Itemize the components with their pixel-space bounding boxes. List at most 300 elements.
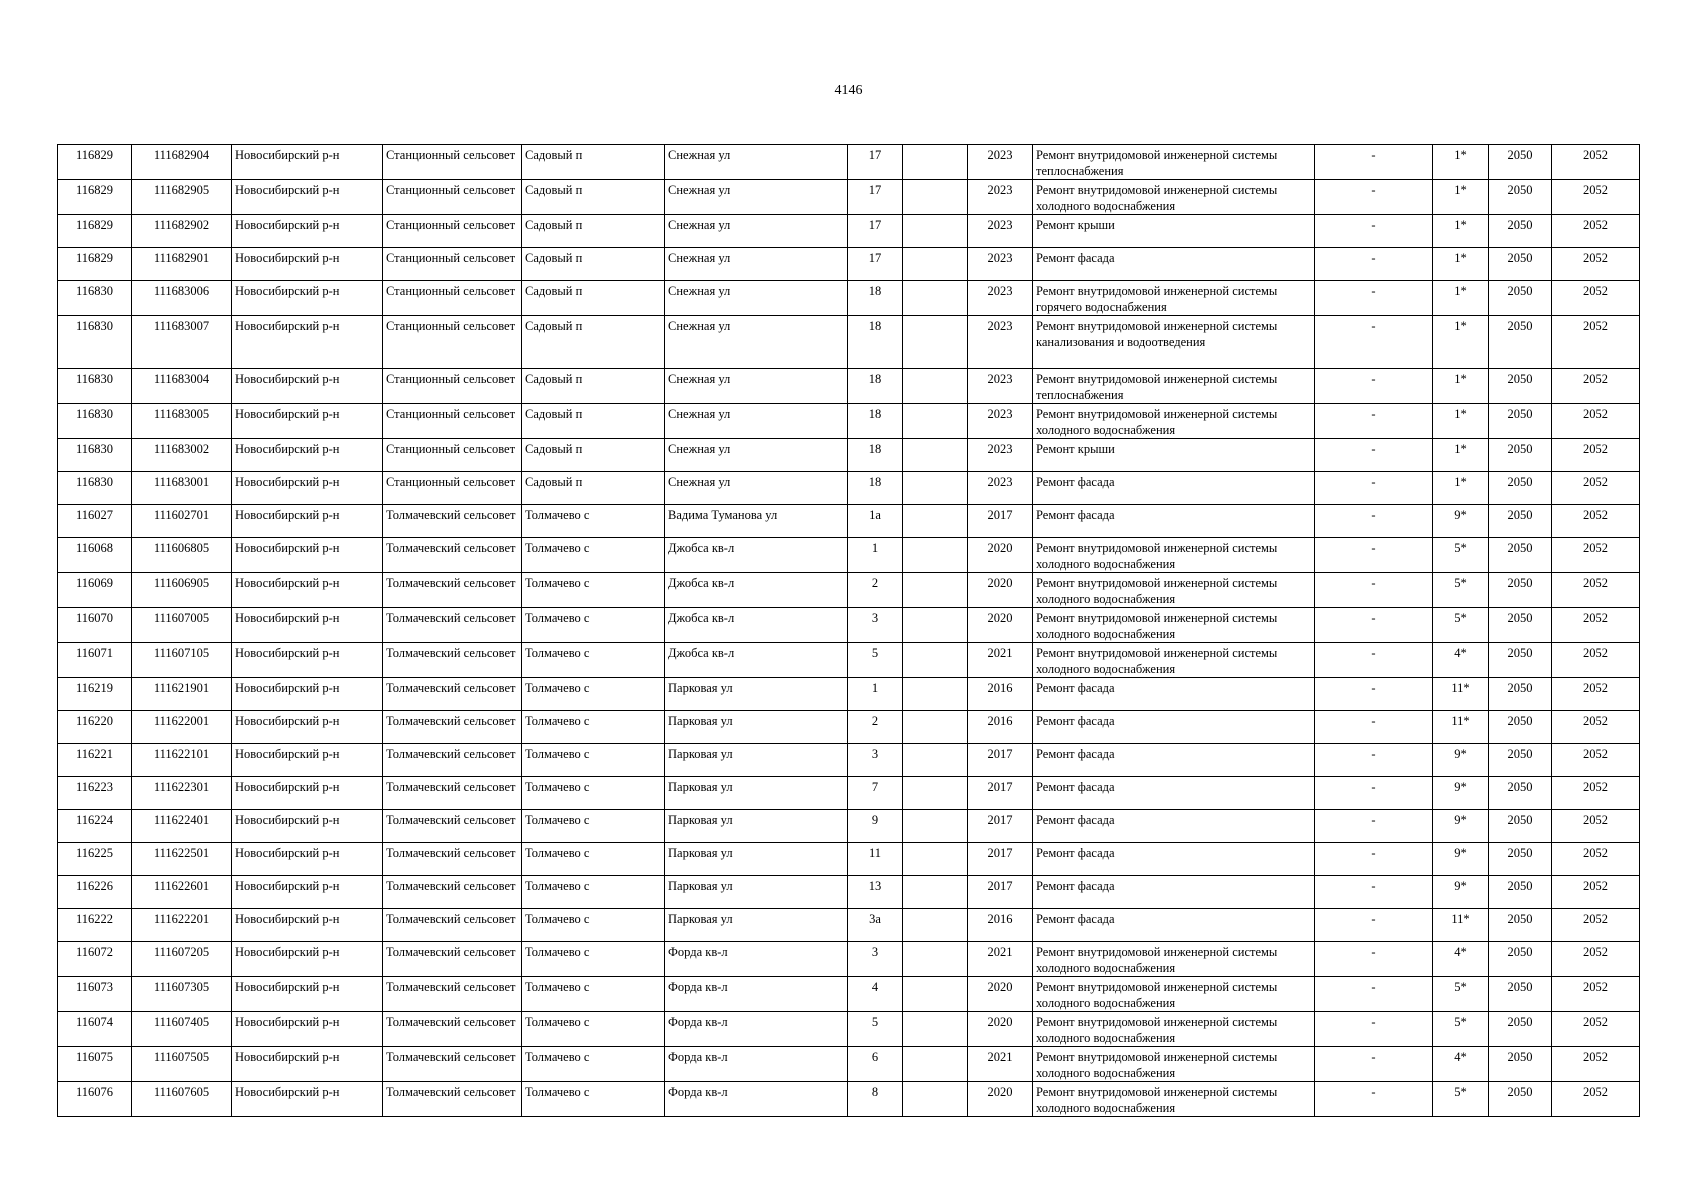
frequency-cell: 4* [1433,1047,1489,1082]
table-row [58,643,1640,678]
table-row [58,909,1640,942]
plan-year-cell: 2016 [968,711,1033,744]
period-start-cell: 2050 [1489,281,1552,316]
record-id-cell: 116830 [58,439,132,472]
plan-year-cell: 2017 [968,777,1033,810]
cost-cell: - [1315,744,1433,777]
record-id-cell: 116830 [58,472,132,505]
street-cell: Джобса кв-л [665,643,848,678]
period-end-cell: 2052 [1552,977,1640,1012]
cost-cell: - [1315,180,1433,215]
district-cell: Новосибирский р-н [232,316,383,369]
work-type-cell: Ремонт фасада [1033,505,1315,538]
frequency-cell: 1* [1433,180,1489,215]
record-id-cell: 116225 [58,843,132,876]
settlement-council-cell: Толмачевский сельсовет [383,505,522,538]
street-cell: Снежная ул [665,180,848,215]
cost-cell: - [1315,810,1433,843]
cost-cell: - [1315,843,1433,876]
period-end-cell: 2052 [1552,180,1640,215]
house-number-cell: 17 [848,215,903,248]
object-code-cell: 111607205 [132,942,232,977]
cost-cell: - [1315,1082,1433,1117]
plan-year-cell: 2020 [968,608,1033,643]
period-end-cell: 2052 [1552,777,1640,810]
house-number-cell: 2 [848,573,903,608]
period-end-cell: 2052 [1552,711,1640,744]
house-number-cell: 1 [848,538,903,573]
building-cell [903,777,968,810]
period-start-cell: 2050 [1489,180,1552,215]
district-cell: Новосибирский р-н [232,369,383,404]
house-number-cell: 9 [848,810,903,843]
plan-year-cell: 2023 [968,369,1033,404]
period-start-cell: 2050 [1489,909,1552,942]
record-id-cell: 116073 [58,977,132,1012]
house-number-cell: 7 [848,777,903,810]
street-cell: Форда кв-л [665,977,848,1012]
plan-year-cell: 2023 [968,248,1033,281]
period-end-cell: 2052 [1552,876,1640,909]
building-cell [903,1047,968,1082]
period-start-cell: 2050 [1489,316,1552,369]
table-row [58,316,1640,369]
district-cell: Новосибирский р-н [232,248,383,281]
period-start-cell: 2050 [1489,843,1552,876]
cost-cell: - [1315,643,1433,678]
frequency-cell: 9* [1433,777,1489,810]
building-cell [903,215,968,248]
record-id-cell: 116829 [58,180,132,215]
settlement-council-cell: Станционный сельсовет [383,215,522,248]
house-number-cell: 18 [848,439,903,472]
object-code-cell: 111683006 [132,281,232,316]
plan-year-cell: 2017 [968,744,1033,777]
locality-cell: Толмачево с [522,843,665,876]
record-id-cell: 116830 [58,404,132,439]
plan-year-cell: 2020 [968,538,1033,573]
record-id-cell: 116226 [58,876,132,909]
building-cell [903,248,968,281]
frequency-cell: 9* [1433,744,1489,777]
district-cell: Новосибирский р-н [232,608,383,643]
object-code-cell: 111607605 [132,1082,232,1117]
street-cell: Снежная ул [665,369,848,404]
object-code-cell: 111607105 [132,643,232,678]
record-id-cell: 116071 [58,643,132,678]
locality-cell: Толмачево с [522,876,665,909]
frequency-cell: 1* [1433,404,1489,439]
settlement-council-cell: Толмачевский сельсовет [383,876,522,909]
plan-year-cell: 2023 [968,180,1033,215]
district-cell: Новосибирский р-н [232,678,383,711]
table-row [58,678,1640,711]
object-code-cell: 111607505 [132,1047,232,1082]
settlement-council-cell: Толмачевский сельсовет [383,1082,522,1117]
plan-year-cell: 2020 [968,573,1033,608]
locality-cell: Толмачево с [522,810,665,843]
building-cell [903,369,968,404]
table-row [58,977,1640,1012]
frequency-cell: 5* [1433,608,1489,643]
work-type-cell: Ремонт фасада [1033,876,1315,909]
work-type-cell: Ремонт внутридомовой инженерной системы горячего водоснабжения [1033,281,1315,316]
district-cell: Новосибирский р-н [232,145,383,180]
plan-year-cell: 2023 [968,281,1033,316]
street-cell: Парковая ул [665,711,848,744]
building-cell [903,678,968,711]
house-number-cell: 18 [848,404,903,439]
record-id-cell: 116068 [58,538,132,573]
record-id-cell: 116070 [58,608,132,643]
street-cell: Парковая ул [665,876,848,909]
street-cell: Снежная ул [665,472,848,505]
cost-cell: - [1315,1012,1433,1047]
work-type-cell: Ремонт внутридомовой инженерной системы холодного водоснабжения [1033,1012,1315,1047]
page-number: 4146 [834,83,863,98]
period-start-cell: 2050 [1489,369,1552,404]
settlement-council-cell: Станционный сельсовет [383,145,522,180]
table-row [58,180,1640,215]
frequency-cell: 9* [1433,505,1489,538]
building-cell [903,876,968,909]
object-code-cell: 111683002 [132,439,232,472]
period-end-cell: 2052 [1552,1012,1640,1047]
period-start-cell: 2050 [1489,1082,1552,1117]
building-cell [903,909,968,942]
plan-year-cell: 2020 [968,1012,1033,1047]
district-cell: Новосибирский р-н [232,404,383,439]
table-row [58,472,1640,505]
locality-cell: Садовый п [522,215,665,248]
locality-cell: Толмачево с [522,1047,665,1082]
object-code-cell: 111682901 [132,248,232,281]
settlement-council-cell: Толмачевский сельсовет [383,977,522,1012]
work-type-cell: Ремонт внутридомовой инженерной системы холодного водоснабжения [1033,1082,1315,1117]
district-cell: Новосибирский р-н [232,977,383,1012]
street-cell: Парковая ул [665,843,848,876]
plan-year-cell: 2020 [968,1082,1033,1117]
period-start-cell: 2050 [1489,439,1552,472]
object-code-cell: 111621901 [132,678,232,711]
table-row [58,810,1640,843]
work-type-cell: Ремонт внутридомовой инженерной системы холодного водоснабжения [1033,180,1315,215]
period-start-cell: 2050 [1489,1012,1552,1047]
district-cell: Новосибирский р-н [232,1082,383,1117]
district-cell: Новосибирский р-н [232,505,383,538]
object-code-cell: 111622301 [132,777,232,810]
cost-cell: - [1315,909,1433,942]
record-id-cell: 116830 [58,316,132,369]
building-cell [903,439,968,472]
house-number-cell: 4 [848,977,903,1012]
period-start-cell: 2050 [1489,777,1552,810]
plan-year-cell: 2023 [968,404,1033,439]
table-row [58,145,1640,180]
district-cell: Новосибирский р-н [232,909,383,942]
street-cell: Форда кв-л [665,942,848,977]
settlement-council-cell: Станционный сельсовет [383,180,522,215]
house-number-cell: 18 [848,281,903,316]
object-code-cell: 111607005 [132,608,232,643]
house-number-cell: 3а [848,909,903,942]
table-row [58,777,1640,810]
period-end-cell: 2052 [1552,1047,1640,1082]
locality-cell: Толмачево с [522,608,665,643]
street-cell: Джобса кв-л [665,573,848,608]
work-type-cell: Ремонт внутридомовой инженерной системы холодного водоснабжения [1033,1047,1315,1082]
locality-cell: Толмачево с [522,1012,665,1047]
period-start-cell: 2050 [1489,248,1552,281]
cost-cell: - [1315,538,1433,573]
period-end-cell: 2052 [1552,281,1640,316]
cost-cell: - [1315,876,1433,909]
district-cell: Новосибирский р-н [232,810,383,843]
building-cell [903,538,968,573]
settlement-council-cell: Толмачевский сельсовет [383,810,522,843]
period-start-cell: 2050 [1489,505,1552,538]
frequency-cell: 4* [1433,942,1489,977]
record-id-cell: 116075 [58,1047,132,1082]
street-cell: Снежная ул [665,215,848,248]
street-cell: Парковая ул [665,777,848,810]
period-end-cell: 2052 [1552,643,1640,678]
table-row [58,404,1640,439]
frequency-cell: 1* [1433,281,1489,316]
object-code-cell: 111622401 [132,810,232,843]
settlement-council-cell: Станционный сельсовет [383,369,522,404]
record-id-cell: 116829 [58,145,132,180]
frequency-cell: 5* [1433,538,1489,573]
record-id-cell: 116830 [58,369,132,404]
plan-year-cell: 2021 [968,942,1033,977]
table-row [58,876,1640,909]
period-end-cell: 2052 [1552,439,1640,472]
locality-cell: Толмачево с [522,977,665,1012]
register-table [57,144,1640,1117]
table-row [58,215,1640,248]
table-row [58,744,1640,777]
street-cell: Парковая ул [665,810,848,843]
object-code-cell: 111682905 [132,180,232,215]
table-row [58,538,1640,573]
period-end-cell: 2052 [1552,573,1640,608]
work-type-cell: Ремонт крыши [1033,215,1315,248]
period-start-cell: 2050 [1489,472,1552,505]
locality-cell: Садовый п [522,281,665,316]
settlement-council-cell: Толмачевский сельсовет [383,777,522,810]
work-type-cell: Ремонт фасада [1033,810,1315,843]
work-type-cell: Ремонт внутридомовой инженерной системы холодного водоснабжения [1033,643,1315,678]
plan-year-cell: 2017 [968,843,1033,876]
period-start-cell: 2050 [1489,145,1552,180]
settlement-council-cell: Станционный сельсовет [383,316,522,369]
work-type-cell: Ремонт фасада [1033,909,1315,942]
locality-cell: Толмачево с [522,573,665,608]
locality-cell: Толмачево с [522,744,665,777]
record-id-cell: 116224 [58,810,132,843]
plan-year-cell: 2021 [968,643,1033,678]
work-type-cell: Ремонт внутридомовой инженерной системы холодного водоснабжения [1033,608,1315,643]
cost-cell: - [1315,316,1433,369]
object-code-cell: 111606905 [132,573,232,608]
locality-cell: Толмачево с [522,711,665,744]
street-cell: Снежная ул [665,248,848,281]
period-end-cell: 2052 [1552,843,1640,876]
locality-cell: Толмачево с [522,505,665,538]
district-cell: Новосибирский р-н [232,843,383,876]
table-row [58,1082,1640,1117]
period-start-cell: 2050 [1489,404,1552,439]
record-id-cell: 116220 [58,711,132,744]
settlement-council-cell: Толмачевский сельсовет [383,711,522,744]
house-number-cell: 13 [848,876,903,909]
record-id-cell: 116072 [58,942,132,977]
street-cell: Вадима Туманова ул [665,505,848,538]
locality-cell: Толмачево с [522,538,665,573]
table-row [58,1012,1640,1047]
frequency-cell: 1* [1433,316,1489,369]
settlement-council-cell: Толмачевский сельсовет [383,538,522,573]
district-cell: Новосибирский р-н [232,744,383,777]
house-number-cell: 17 [848,248,903,281]
locality-cell: Садовый п [522,248,665,281]
street-cell: Парковая ул [665,678,848,711]
street-cell: Джобса кв-л [665,608,848,643]
district-cell: Новосибирский р-н [232,643,383,678]
settlement-council-cell: Станционный сельсовет [383,439,522,472]
table-row [58,369,1640,404]
settlement-council-cell: Толмачевский сельсовет [383,608,522,643]
frequency-cell: 4* [1433,643,1489,678]
record-id-cell: 116074 [58,1012,132,1047]
object-code-cell: 111607305 [132,977,232,1012]
period-start-cell: 2050 [1489,744,1552,777]
plan-year-cell: 2021 [968,1047,1033,1082]
building-cell [903,1012,968,1047]
street-cell: Джобса кв-л [665,538,848,573]
object-code-cell: 111622201 [132,909,232,942]
frequency-cell: 9* [1433,876,1489,909]
work-type-cell: Ремонт фасада [1033,843,1315,876]
table-row [58,608,1640,643]
period-end-cell: 2052 [1552,678,1640,711]
house-number-cell: 5 [848,643,903,678]
building-cell [903,316,968,369]
plan-year-cell: 2017 [968,810,1033,843]
period-end-cell: 2052 [1552,472,1640,505]
locality-cell: Садовый п [522,316,665,369]
settlement-council-cell: Толмачевский сельсовет [383,573,522,608]
building-cell [903,573,968,608]
table-row [58,439,1640,472]
house-number-cell: 6 [848,1047,903,1082]
district-cell: Новосибирский р-н [232,538,383,573]
period-end-cell: 2052 [1552,248,1640,281]
street-cell: Снежная ул [665,439,848,472]
record-id-cell: 116222 [58,909,132,942]
settlement-council-cell: Толмачевский сельсовет [383,678,522,711]
cost-cell: - [1315,777,1433,810]
period-end-cell: 2052 [1552,1082,1640,1117]
frequency-cell: 5* [1433,1082,1489,1117]
building-cell [903,810,968,843]
house-number-cell: 3 [848,608,903,643]
work-type-cell: Ремонт внутридомовой инженерной системы теплоснабжения [1033,145,1315,180]
district-cell: Новосибирский р-н [232,711,383,744]
period-start-cell: 2050 [1489,215,1552,248]
street-cell: Форда кв-л [665,1047,848,1082]
object-code-cell: 111622501 [132,843,232,876]
street-cell: Парковая ул [665,744,848,777]
street-cell: Форда кв-л [665,1012,848,1047]
table-row [58,711,1640,744]
frequency-cell: 1* [1433,369,1489,404]
cost-cell: - [1315,145,1433,180]
house-number-cell: 3 [848,744,903,777]
cost-cell: - [1315,977,1433,1012]
building-cell [903,942,968,977]
district-cell: Новосибирский р-н [232,876,383,909]
cost-cell: - [1315,608,1433,643]
district-cell: Новосибирский р-н [232,1047,383,1082]
table-row [58,573,1640,608]
district-cell: Новосибирский р-н [232,777,383,810]
settlement-council-cell: Толмачевский сельсовет [383,909,522,942]
locality-cell: Садовый п [522,369,665,404]
frequency-cell: 11* [1433,909,1489,942]
locality-cell: Толмачево с [522,909,665,942]
cost-cell: - [1315,248,1433,281]
period-start-cell: 2050 [1489,876,1552,909]
frequency-cell: 1* [1433,145,1489,180]
period-end-cell: 2052 [1552,404,1640,439]
object-code-cell: 111683005 [132,404,232,439]
settlement-council-cell: Станционный сельсовет [383,281,522,316]
locality-cell: Садовый п [522,180,665,215]
building-cell [903,505,968,538]
frequency-cell: 5* [1433,573,1489,608]
house-number-cell: 17 [848,145,903,180]
locality-cell: Толмачево с [522,777,665,810]
record-id-cell: 116829 [58,248,132,281]
object-code-cell: 111622101 [132,744,232,777]
locality-cell: Толмачево с [522,1082,665,1117]
frequency-cell: 11* [1433,678,1489,711]
period-end-cell: 2052 [1552,942,1640,977]
object-code-cell: 111682902 [132,215,232,248]
plan-year-cell: 2023 [968,215,1033,248]
period-start-cell: 2050 [1489,573,1552,608]
object-code-cell: 111606805 [132,538,232,573]
cost-cell: - [1315,215,1433,248]
cost-cell: - [1315,678,1433,711]
frequency-cell: 5* [1433,1012,1489,1047]
settlement-council-cell: Станционный сельсовет [383,404,522,439]
period-start-cell: 2050 [1489,678,1552,711]
frequency-cell: 9* [1433,810,1489,843]
frequency-cell: 9* [1433,843,1489,876]
plan-year-cell: 2016 [968,678,1033,711]
period-end-cell: 2052 [1552,744,1640,777]
cost-cell: - [1315,573,1433,608]
street-cell: Форда кв-л [665,1082,848,1117]
period-start-cell: 2050 [1489,711,1552,744]
record-id-cell: 116221 [58,744,132,777]
cost-cell: - [1315,505,1433,538]
building-cell [903,744,968,777]
record-id-cell: 116223 [58,777,132,810]
